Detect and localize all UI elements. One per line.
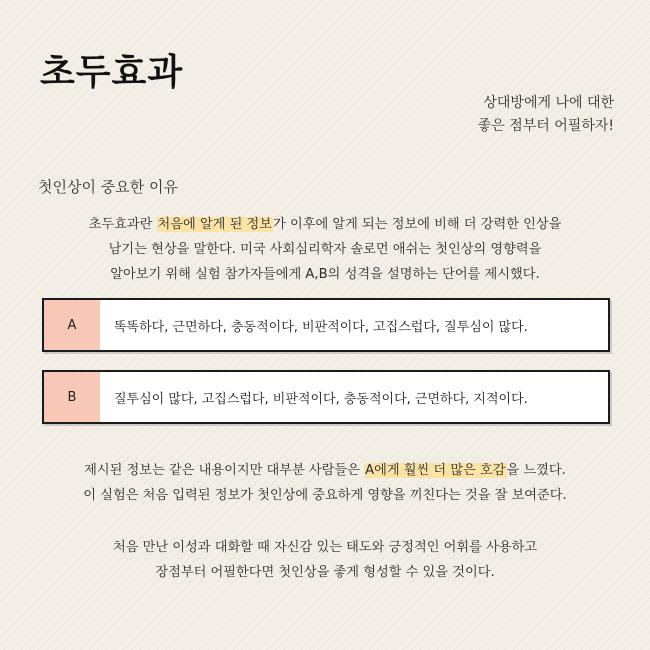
result-line-1-end: 을 느꼈다. — [506, 463, 566, 478]
highlight-first-info: 처음에 알게 된 정보 — [157, 217, 273, 232]
trait-box-a — [42, 298, 610, 352]
result-paragraph — [0, 458, 650, 508]
intro-paragraph — [0, 212, 650, 287]
page-title: 초두효과 — [40, 51, 184, 93]
trait-box-a-text: 똑똑하다, 근면하다, 충동적이다, 비판적이다, 고집스럽다, 질투심이 많다. — [114, 319, 528, 335]
trait-box-b — [42, 370, 610, 424]
advice-line-1: 처음 만난 이성과 대화할 때 자신감 있는 태도와 긍정적인 어휘를 사용하고 — [112, 540, 538, 555]
trait-box-b-label: B — [44, 372, 100, 422]
section-heading: 첫인상이 중요한 이유 — [38, 178, 178, 196]
trait-box-a-label: A — [44, 300, 100, 350]
result-line-1-start: 제시된 정보는 같은 내용이지만 대부분 사람들은 — [84, 463, 365, 478]
intro-line-3: 알아보기 위해 실험 참가자들에게 A,B의 성격을 설명하는 단어를 제시했다. — [110, 267, 540, 282]
subtitle-line-1: 상대방에게 나에 대한 — [483, 95, 614, 111]
intro-line-1-end: 가 이후에 알게 되는 정보에 비해 더 강력한 인상을 — [273, 217, 562, 232]
intro-line-1-start: 초두효과란 — [88, 217, 157, 232]
subtitle-line-2: 좋은 점부터 어필하자! — [477, 118, 614, 134]
highlight-more-favor: A에게 훨씬 더 많은 호감 — [365, 463, 506, 478]
advice-line-2: 장점부터 어필한다면 첫인상을 좋게 형성할 수 있을 것이다. — [155, 565, 495, 580]
intro-line-2: 남기는 현상을 말한다. 미국 사회심리학자 솔로먼 애쉬는 첫인상의 영향력을 — [108, 242, 542, 257]
subtitle — [478, 92, 614, 138]
trait-box-b-text: 질투심이 많다, 고집스럽다, 비판적이다, 충동적이다, 근면하다, 지적이다. — [114, 391, 528, 407]
advice-paragraph — [0, 535, 650, 585]
result-line-2: 이 실험은 처음 입력된 정보가 첫인상에 중요하게 영향을 끼친다는 것을 잘 보여준다. — [83, 488, 567, 503]
result-line-1 — [0, 458, 650, 483]
intro-line-1 — [0, 212, 650, 237]
